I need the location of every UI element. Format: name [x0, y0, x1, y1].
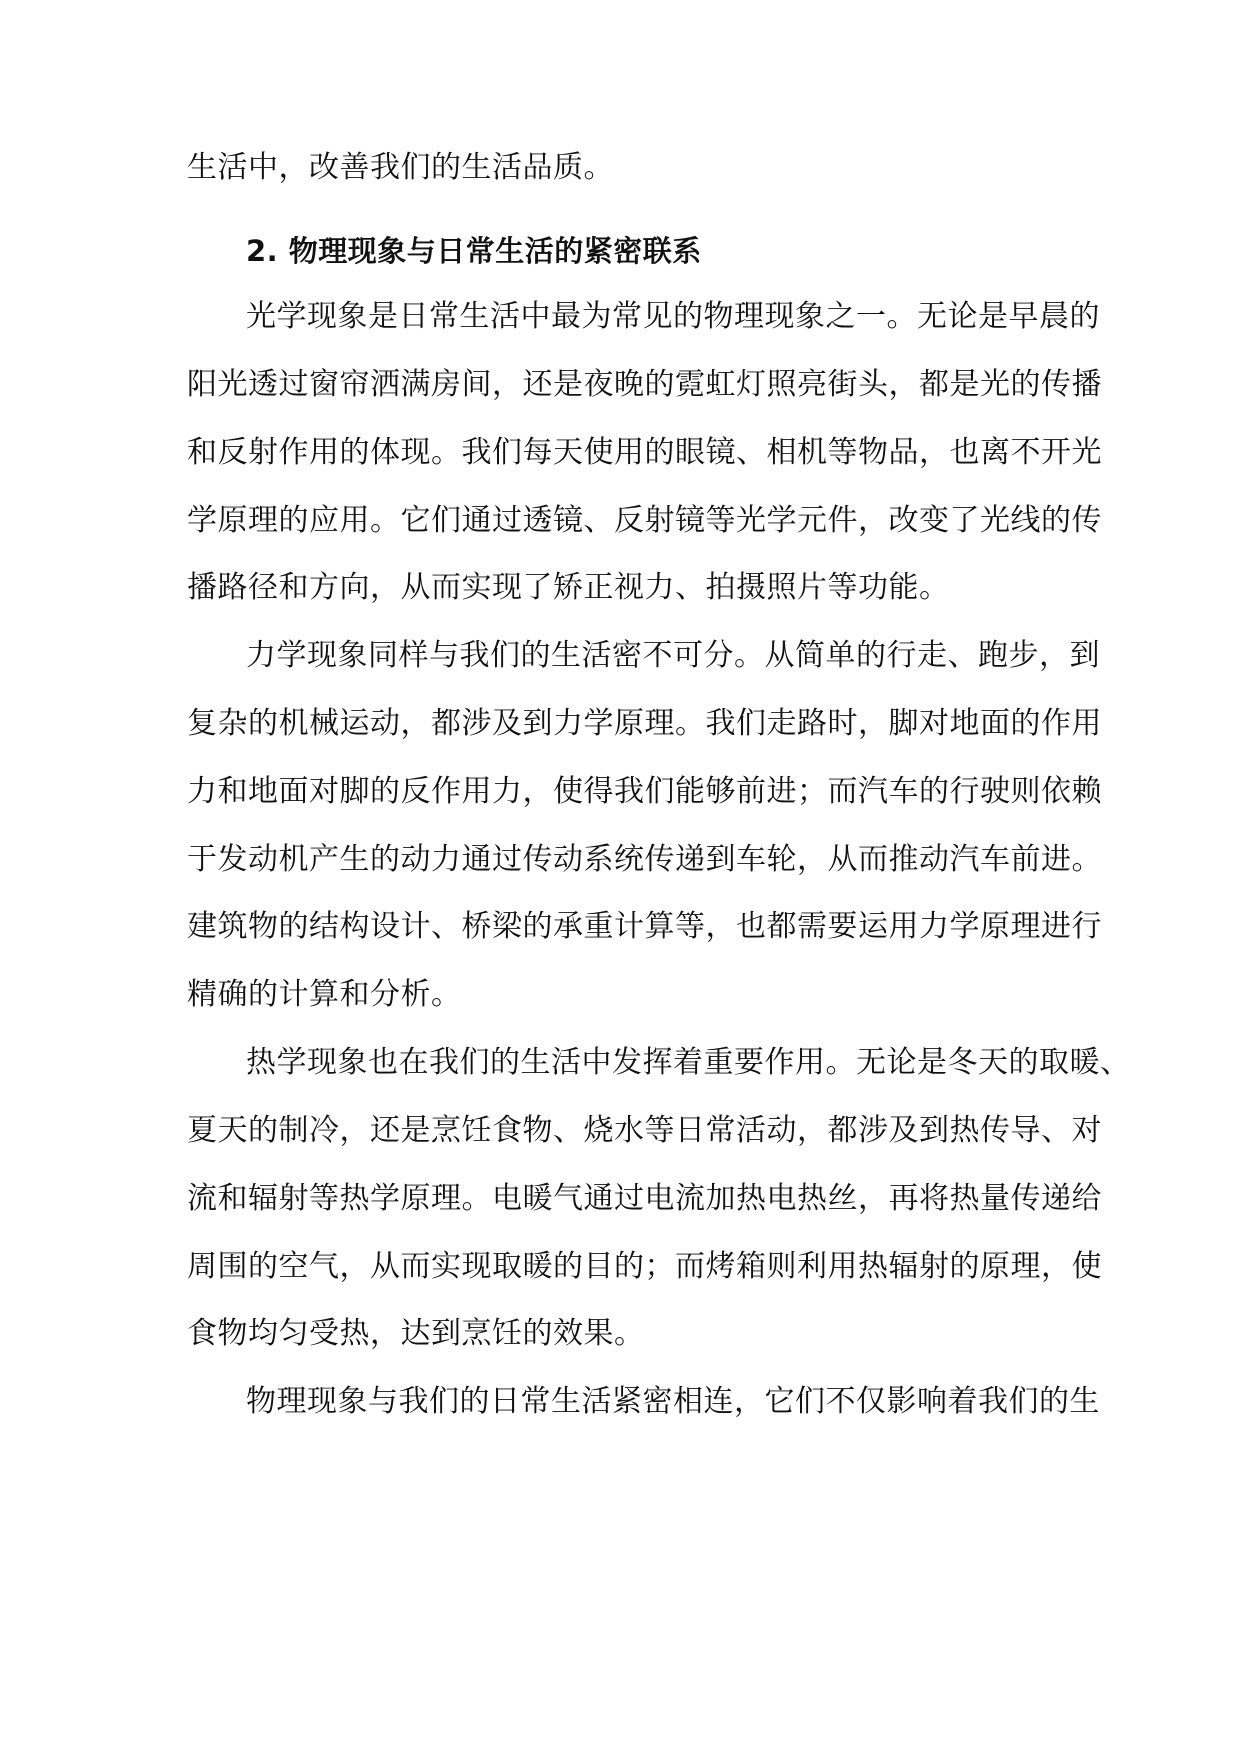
paragraph-optics-line: 光学现象是日常生活中最为常见的物理现象之一。无论是早晨的: [246, 299, 1100, 334]
paragraph-thermal-line: 热学现象也在我们的生活中发挥着重要作用。无论是冬天的取暖、: [246, 1045, 1131, 1080]
paragraph-thermal-line: 流和辐射等热学原理。电暖气通过电流加热电热丝，再将热量传递给: [187, 1181, 1102, 1216]
paragraph-optics-line: 和反射作用的体现。我们每天使用的眼镜、相机等物品，也离不开光: [187, 435, 1102, 470]
body-text-line: 生活中，改善我们的生活品质。: [187, 150, 614, 185]
paragraph-mechanics-line: 建筑物的结构设计、桥梁的承重计算等，也都需要运用力学原理进行: [187, 909, 1102, 944]
paragraph-mechanics-line: 精确的计算和分析。: [187, 977, 462, 1012]
paragraph-optics-line: 播路径和方向，从而实现了矫正视力、拍摄照片等功能。: [187, 570, 950, 605]
paragraph-optics-line: 阳光透过窗帘洒满房间，还是夜晚的霓虹灯照亮街头，都是光的传播: [187, 367, 1102, 402]
paragraph-mechanics-line: 力学现象同样与我们的生活密不可分。从简单的行走、跑步，到: [246, 638, 1100, 673]
paragraph-thermal-line: 周围的空气，从而实现取暖的目的；而烤箱则利用热辐射的原理，使: [187, 1249, 1102, 1284]
paragraph-summary-line: 物理现象与我们的日常生活紧密相连，它们不仅影响着我们的生: [246, 1384, 1100, 1419]
paragraph-mechanics-line: 力和地面对脚的反作用力，使得我们能够前进；而汽车的行驶则依赖: [187, 774, 1102, 809]
paragraph-thermal-line: 食物均匀受热，达到烹饪的效果。: [187, 1316, 645, 1351]
section-heading: 2. 物理现象与日常生活的紧密联系: [246, 234, 702, 268]
paragraph-mechanics-line: 于发动机产生的动力通过传动系统传递到车轮，从而推动汽车前进。: [187, 842, 1102, 877]
paragraph-optics-line: 学原理的应用。它们通过透镜、反射镜等光学元件，改变了光线的传: [187, 503, 1102, 538]
paragraph-mechanics-line: 复杂的机械运动，都涉及到力学原理。我们走路时，脚对地面的作用: [187, 706, 1102, 741]
paragraph-thermal-line: 夏天的制冷，还是烹饪食物、烧水等日常活动，都涉及到热传导、对: [187, 1113, 1102, 1148]
